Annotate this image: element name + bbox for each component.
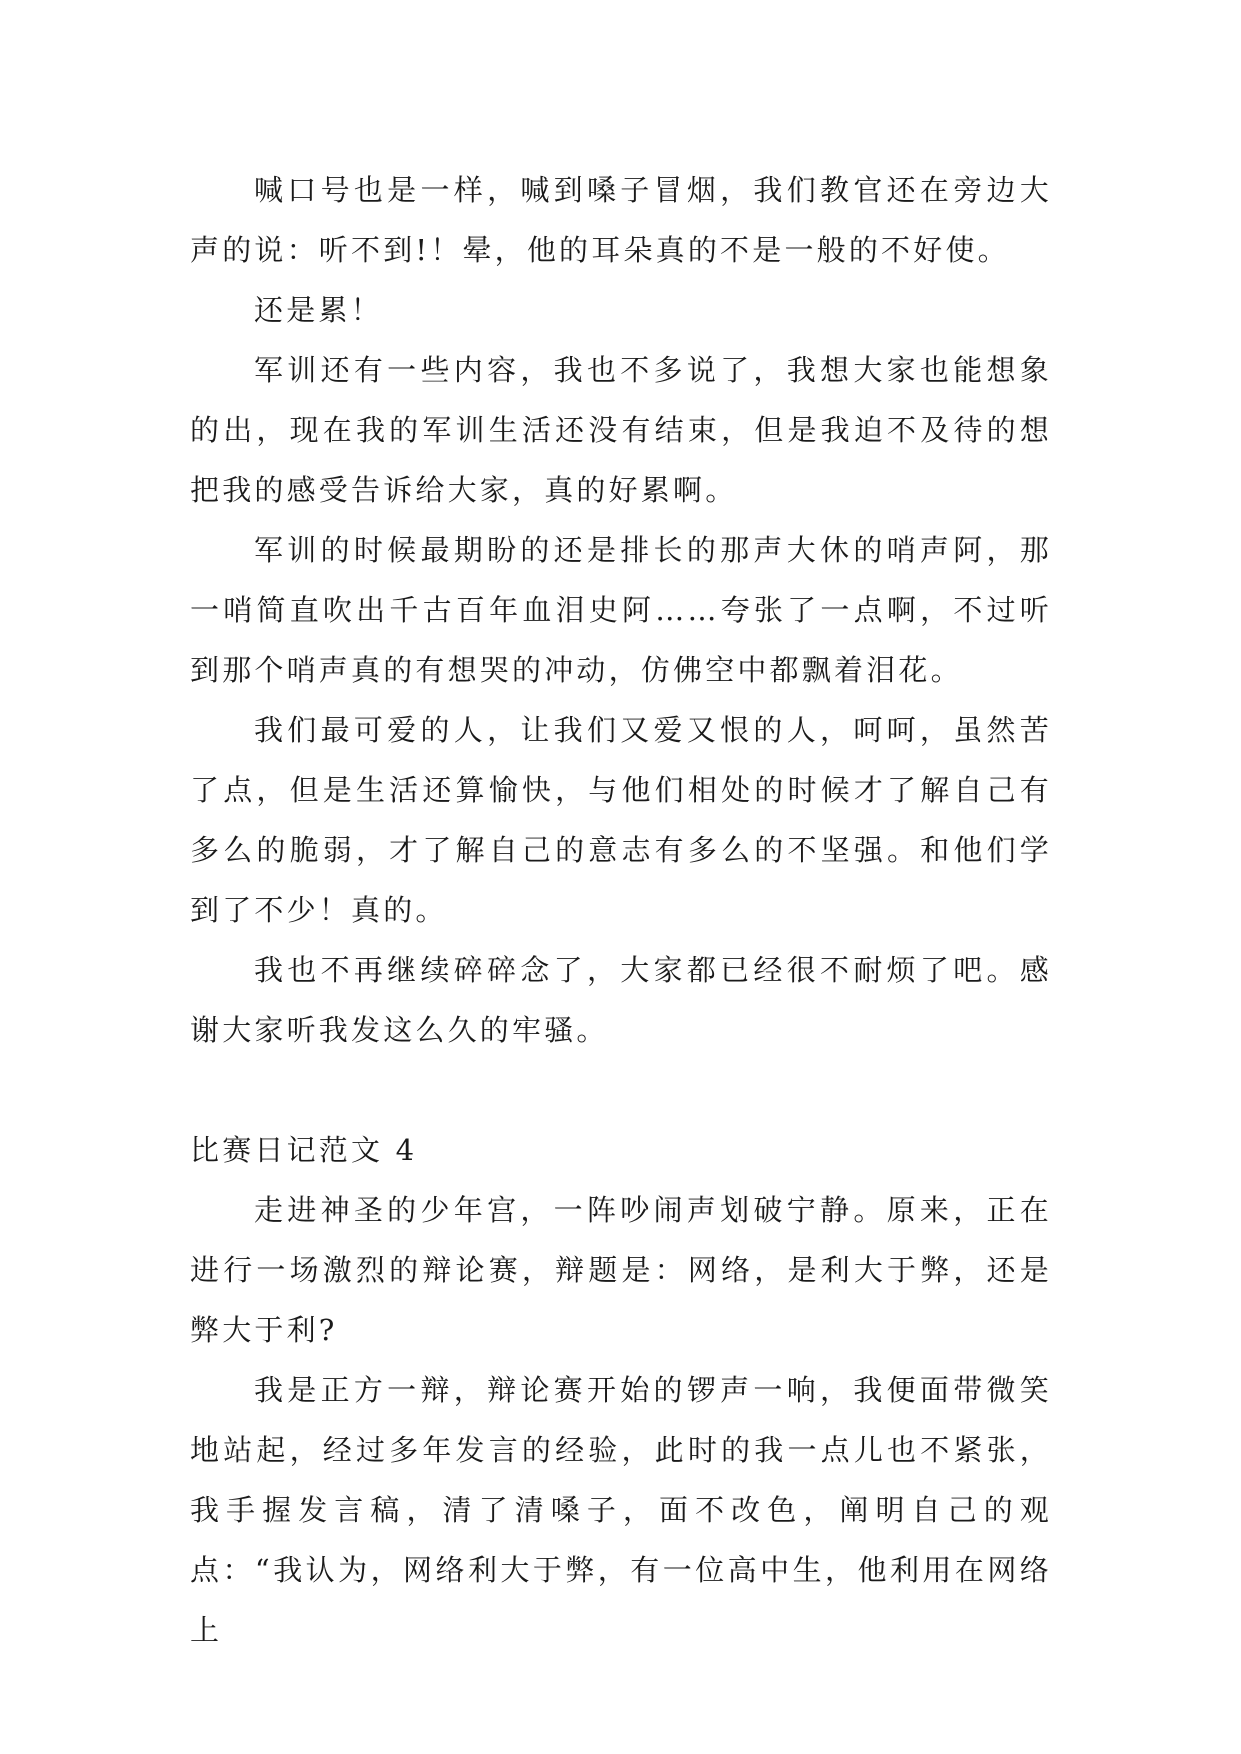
paragraph: 我也不再继续碎碎念了，大家都已经很不耐烦了吧。感谢大家听我发这么久的牢骚。 — [190, 953, 1052, 1047]
paragraph: 军训的时候最期盼的还是排长的那声大休的哨声阿，那一哨简直吹出千古百年血泪史阿……夸张了一点啊，不过听到那个哨声真的有想哭的冲动，仿佛空中都飘着泪花。 — [190, 533, 1052, 687]
paragraph: 我们最可爱的人，让我们又爱又恨的人，呵呵，虽然苦了点，但是生活还算愉快，与他们相处的时候才了解自己有多么的脆弱，才了解自己的意志有多么的不坚强。和他们学到了不少！真的。 — [190, 713, 1052, 927]
paragraph: 喊口号也是一样，喊到嗓子冒烟，我们教官还在旁边大声的说：听不到!！晕，他的耳朵真的不是一般的不好使。 — [190, 173, 1052, 267]
paragraph: 我是正方一辩，辩论赛开始的锣声一响，我便面带微笑地站起，经过多年发言的经验，此时的我一点儿也不紧张，我手握发言稿，清了清嗓子，面不改色，阐明自己的观点：“我认为，网络利大于弊，有一位高中生，他利用在网络上 — [190, 1373, 1052, 1647]
section-heading: 比赛日记范文 4 — [190, 1133, 418, 1167]
paragraph: 军训还有一些内容，我也不多说了，我想大家也能想象的出，现在我的军训生活还没有结束，但是我迫不及待的想把我的感受告诉给大家，真的好累啊。 — [190, 353, 1052, 507]
paragraph: 还是累！ — [254, 293, 383, 327]
document-body — [190, 160, 1052, 1660]
paragraph: 走进神圣的少年宫，一阵吵闹声划破宁静。原来，正在进行一场激烈的辩论赛，辩题是：网络，是利大于弊，还是弊大于利? — [190, 1193, 1052, 1347]
